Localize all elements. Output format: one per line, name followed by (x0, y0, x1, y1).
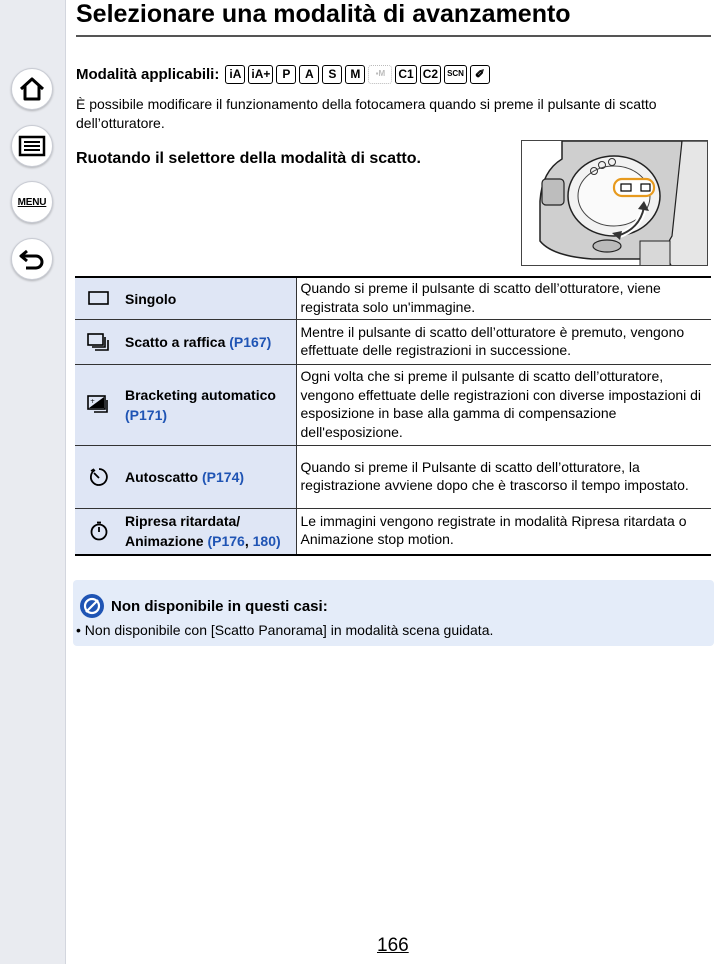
mode-scn-icon: SCN (444, 65, 467, 84)
svg-text:+: + (90, 398, 96, 405)
page-link[interactable]: (P174) (202, 469, 245, 485)
mode-m-icon: M (345, 65, 365, 84)
mode-c1-icon: C1 (395, 65, 416, 84)
mode-name-cell (123, 320, 296, 365)
section-subheading: Ruotando il selettore della modalità di scatto. (76, 150, 421, 167)
back-arrow-icon (18, 247, 46, 271)
camera-dial-illustration (521, 140, 708, 266)
table-row (75, 320, 711, 365)
mode-name-cell (123, 277, 296, 320)
contents-button[interactable] (11, 125, 53, 167)
mode-p-icon: P (276, 65, 296, 84)
auto-bracket-icon (86, 394, 112, 416)
menu-button[interactable] (11, 181, 53, 223)
table-row (75, 446, 711, 509)
page-title: Selezionare una modalità di avanzamento (76, 0, 571, 28)
availability-note (73, 580, 714, 646)
note-header (79, 593, 328, 619)
mode-name-line1: Ripresa ritardata/ (125, 513, 241, 530)
self-timer-icon (88, 466, 110, 488)
mode-name: Scatto a raffica (125, 334, 226, 350)
page-link-open: ( (207, 533, 213, 550)
mode-name-cell (123, 446, 296, 509)
mode-name: Singolo (125, 290, 177, 307)
table-row (75, 509, 711, 555)
contents-list-icon (18, 135, 46, 157)
table-icon-cell (75, 320, 123, 365)
mode-c2-icon: C2 (420, 65, 441, 84)
single-shot-icon (87, 290, 111, 306)
title-divider (76, 35, 711, 37)
page-link-p176[interactable]: P176 (212, 533, 245, 550)
time-lapse-icon (88, 520, 110, 542)
page-link-180[interactable]: 180 (252, 533, 276, 550)
burst-icon (86, 332, 112, 352)
applicable-modes (76, 63, 493, 85)
page-link-close: ) (275, 533, 281, 550)
page-link[interactable]: (P171) (125, 407, 168, 423)
page-number[interactable]: 166 (377, 935, 409, 956)
mode-ia-icon: iA (225, 65, 245, 84)
mode-movie-m-icon: ▪M (368, 65, 392, 84)
note-text: • Non disponibile con [Scatto Panorama] in modalità scena guidata. (76, 622, 494, 638)
table-row (75, 277, 711, 320)
intro-text: È possibile modificare il funzionamento della fotocamera quando si preme il pulsante di scatto dell’otturatore. (76, 96, 657, 131)
table-icon-cell (75, 277, 123, 320)
home-button[interactable] (11, 68, 53, 110)
back-button[interactable] (11, 238, 53, 280)
mode-ia-plus-icon: iA+ (248, 65, 273, 84)
page-link-separator: , (244, 533, 253, 550)
menu-label: MENU (17, 196, 47, 208)
drive-mode-table (75, 276, 711, 556)
mode-s-icon: S (322, 65, 342, 84)
navigation-rail (0, 0, 66, 964)
mode-a-icon: A (299, 65, 319, 84)
applicable-modes-label: Modalità applicabili: (76, 65, 220, 83)
mode-name: Autoscatto (125, 469, 199, 485)
mode-description: Le immagini vengono registrate in modalità Ripresa ritardata o Animazione stop motion. (296, 509, 711, 555)
note-title: Non disponibile in questi casi: (111, 597, 328, 615)
mode-name-line2: Animazione (125, 533, 204, 550)
mode-description: Ogni volta che si preme il pulsante di scatto dell’otturatore, vengono effettuate delle registrazioni con diverse impostazioni di esposizione in base alla gamma di compensazione dell'esposizione. (296, 365, 711, 446)
mode-name-cell (123, 365, 296, 446)
page-link[interactable]: (P167) (229, 334, 272, 350)
mode-description: Mentre il pulsante di scatto dell’otturatore è premuto, vengono effettuate delle registrazioni in successione. (296, 320, 711, 365)
home-icon (18, 76, 46, 102)
not-available-icon (79, 593, 105, 619)
table-icon-cell (75, 446, 123, 509)
mode-description: Quando si preme il pulsante di scatto dell’otturatore, viene registrata solo un'immagine. (296, 277, 711, 320)
mode-description: Quando si preme il Pulsante di scatto dell’otturatore, la registrazione avviene dopo che è trascorso il tempo impostato. (296, 446, 711, 509)
table-row (75, 365, 711, 446)
mode-name: Bracketing automatico (125, 387, 276, 403)
mode-name-cell (123, 509, 296, 555)
mode-creative-icon: ✐ (470, 65, 490, 84)
table-icon-cell (75, 509, 123, 555)
table-icon-cell (75, 365, 123, 446)
